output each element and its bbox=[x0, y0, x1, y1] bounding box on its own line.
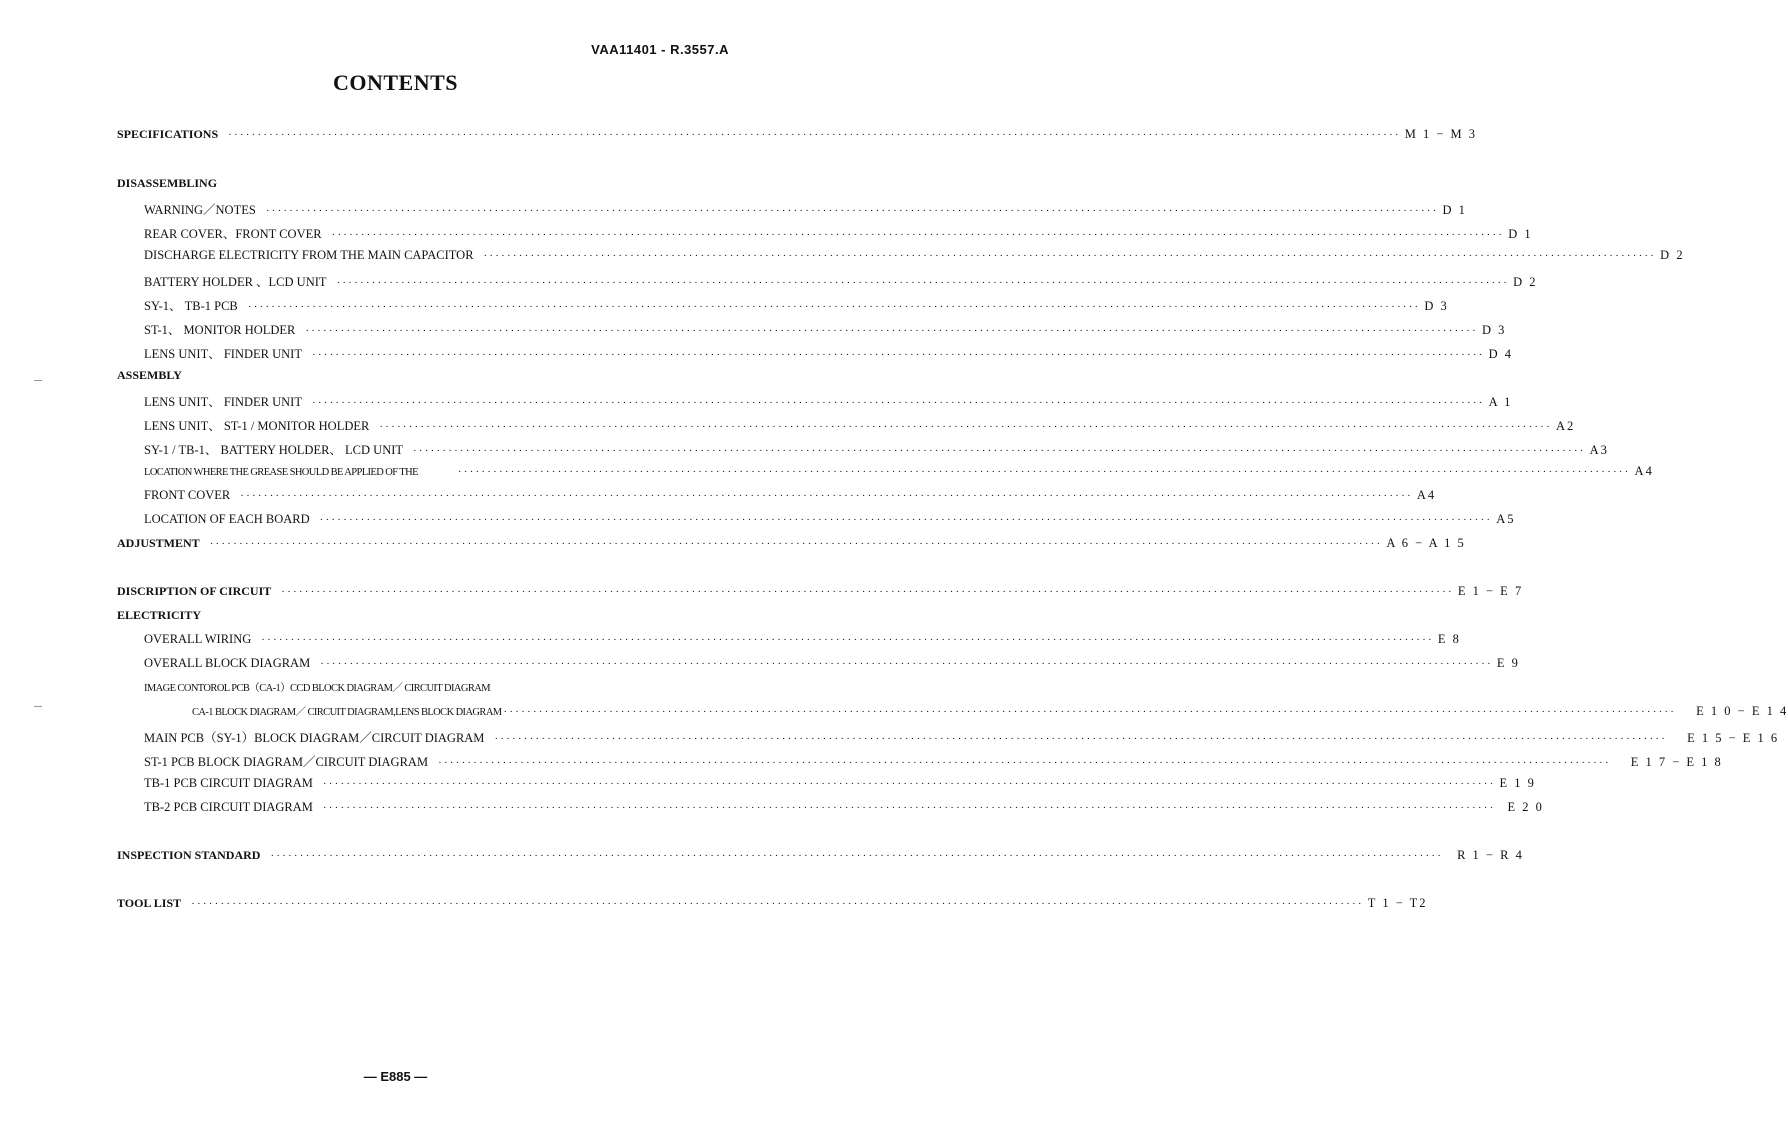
toc-label: ADJUSTMENT bbox=[117, 536, 200, 550]
toc-entry[interactable] bbox=[144, 728, 1780, 746]
toc-entry[interactable] bbox=[144, 680, 624, 695]
toc-entry[interactable] bbox=[144, 488, 1437, 503]
toc-page: D 2 bbox=[1660, 248, 1685, 262]
dot-leader: ········································································································································································································ bbox=[413, 445, 1586, 457]
dot-leader: ········································································································································································································ bbox=[379, 421, 1552, 433]
dot-leader: ········································································································································································································ bbox=[331, 229, 1505, 241]
toc-label: LENS UNIT、 FINDER UNIT bbox=[144, 347, 302, 361]
page-title: CONTENTS bbox=[332, 70, 459, 95]
toc-label: OVERALL BLOCK DIAGRAM bbox=[144, 656, 311, 670]
dot-leader: ········································································································································································································ bbox=[265, 205, 1439, 217]
toc-label: LENS UNIT、 FINDER UNIT bbox=[144, 395, 302, 409]
dot-leader: ········································································································································································································ bbox=[311, 349, 1485, 361]
toc-entry[interactable] bbox=[144, 800, 1544, 815]
section-heading-assembly: ASSEMBLY bbox=[117, 368, 182, 382]
dot-leader: ········································································································································································································ bbox=[281, 586, 1454, 598]
dot-leader: ········································································································································································································ bbox=[270, 850, 1444, 862]
toc-entry-inspection[interactable] bbox=[117, 848, 1524, 863]
toc-entry-adjustment[interactable] bbox=[117, 536, 1466, 551]
page-number: — E885 — bbox=[363, 1069, 428, 1084]
toc-label: DISCHARGE ELECTRICITY FROM THE MAIN CAPACITOR bbox=[144, 248, 474, 262]
toc-label: DISCRIPTION OF CIRCUIT bbox=[117, 584, 272, 598]
section-heading-disassembling: DISASSEMBLING bbox=[117, 176, 218, 190]
toc-label: ST-1 PCB BLOCK DIAGRAM／CIRCUIT DIAGRAM bbox=[144, 755, 429, 769]
toc-entry[interactable] bbox=[144, 248, 1685, 263]
toc-label: ST-1、 MONITOR HOLDER bbox=[144, 323, 296, 337]
toc-page: E 1 − E 7 bbox=[1457, 584, 1524, 598]
section-heading-electricity: ELECTRICITY bbox=[117, 608, 202, 622]
toc-label: LOCATION WHERE THE GREASE SHOULD BE APPLIED OF THE bbox=[144, 467, 418, 478]
toc-page: M 1 − M 3 bbox=[1404, 127, 1478, 141]
toc-page: E 9 bbox=[1496, 656, 1520, 670]
dot-leader: ········································································································································································································ bbox=[247, 301, 1421, 313]
toc-page: A2 bbox=[1555, 419, 1576, 433]
dot-leader: ········································································································································································································ bbox=[240, 490, 1413, 502]
toc-page: E 1 7 − E 1 8 bbox=[1630, 755, 1723, 769]
dot-leader: ········································································································································································································ bbox=[191, 898, 1364, 910]
toc-label: TB-2 PCB CIRCUIT DIAGRAM bbox=[144, 800, 313, 814]
dot-leader: ········································································································································································································ bbox=[228, 129, 1401, 141]
toc-entry[interactable] bbox=[144, 344, 1514, 362]
toc-entry[interactable] bbox=[144, 296, 1449, 314]
toc-entry[interactable] bbox=[144, 632, 1461, 647]
toc-label: SY-1 / TB-1、 BATTERY HOLDER、 LCD UNIT bbox=[144, 443, 404, 457]
toc-page: A4 bbox=[1634, 464, 1654, 478]
dot-leader: ········································································································································································································ bbox=[319, 514, 1493, 526]
toc-page: A 6 − A 1 5 bbox=[1386, 536, 1466, 550]
dot-leader: ········································································································································································································ bbox=[457, 466, 1631, 478]
toc-page: E 1 0 − E 1 4 bbox=[1696, 704, 1788, 718]
toc-page: D 3 bbox=[1482, 323, 1507, 337]
dot-leader: ········································································································································································································ bbox=[483, 250, 1657, 262]
toc-page: A3 bbox=[1589, 443, 1609, 457]
toc-page: T 1 − T2 bbox=[1367, 896, 1428, 910]
toc-entry-specifications[interactable] bbox=[117, 127, 1478, 142]
toc-page: D 4 bbox=[1488, 347, 1514, 361]
toc-label: CA-1 BLOCK DIAGRAM／ CIRCUIT DIAGRAM,LENS BLOCK DIAGRAM bbox=[192, 707, 502, 718]
toc-label: LOCATION OF EACH BOARD bbox=[144, 512, 310, 526]
toc-entry[interactable] bbox=[144, 752, 1723, 770]
dot-leader: ········································································································································································································ bbox=[503, 706, 1677, 718]
toc-label: MAIN PCB（SY-1）BLOCK DIAGRAM／CIRCUIT DIAGRAM bbox=[144, 731, 485, 745]
toc-page: A4 bbox=[1416, 488, 1437, 502]
toc-entry-tool-list[interactable] bbox=[117, 896, 1428, 911]
toc-label: OVERALL WIRING bbox=[144, 632, 252, 646]
toc-entry[interactable] bbox=[144, 392, 1513, 410]
toc-entry[interactable] bbox=[144, 224, 1533, 242]
toc-page: R 1 − R 4 bbox=[1457, 848, 1524, 862]
toc-entry[interactable] bbox=[144, 320, 1507, 338]
toc-entry[interactable] bbox=[144, 512, 1516, 527]
toc-page: A5 bbox=[1496, 512, 1516, 526]
toc-label: SY-1、 TB-1 PCB bbox=[144, 299, 238, 313]
toc-entry[interactable] bbox=[144, 776, 1536, 791]
toc-page: D 1 bbox=[1442, 203, 1467, 217]
toc-entry[interactable] bbox=[144, 272, 1538, 290]
dot-leader: ········································································································································································································ bbox=[209, 538, 1383, 550]
toc-page: E 2 0 bbox=[1507, 800, 1544, 814]
toc-page: D 3 bbox=[1424, 299, 1449, 313]
toc-label: SPECIFICATIONS bbox=[117, 127, 219, 141]
toc-page: E 1 9 bbox=[1499, 776, 1536, 790]
toc-label: FRONT COVER bbox=[144, 488, 231, 502]
toc-label: REAR COVER、FRONT COVER bbox=[144, 227, 322, 241]
dot-leader: ········································································································································································································ bbox=[320, 658, 1493, 670]
toc-label: TOOL LIST bbox=[117, 896, 182, 910]
margin-mark bbox=[34, 706, 42, 707]
toc-page: D 1 bbox=[1508, 227, 1533, 241]
toc-label: WARNING／NOTES bbox=[144, 203, 256, 217]
dot-leader: ········································································································································································································ bbox=[494, 733, 1668, 745]
toc-label: IMAGE CONTOROL PCB（CA-1）CCD BLOCK DIAGRAM／ CIRCUIT DIAGRAM bbox=[144, 683, 490, 694]
dot-leader: ········································································································································································································ bbox=[438, 757, 1611, 769]
toc-entry[interactable] bbox=[144, 464, 1654, 479]
dot-leader: ········································································································································································································ bbox=[322, 778, 1496, 790]
toc-page: D 2 bbox=[1513, 275, 1538, 289]
toc-label: LENS UNIT、 ST-1 / MONITOR HOLDER bbox=[144, 419, 370, 433]
dot-leader: ········································································································································································································ bbox=[305, 325, 1479, 337]
toc-page: A 1 bbox=[1488, 395, 1513, 409]
toc-entry[interactable] bbox=[144, 416, 1576, 434]
dot-leader: ········································································································································································································ bbox=[336, 277, 1510, 289]
toc-label: BATTERY HOLDER 、LCD UNIT bbox=[144, 275, 327, 289]
margin-mark bbox=[34, 380, 42, 381]
toc-entry[interactable] bbox=[144, 200, 1467, 218]
dot-leader: ········································································································································································································ bbox=[311, 397, 1485, 409]
toc-entry-circuit[interactable] bbox=[117, 584, 1524, 599]
dot-leader: ········································································································································································································ bbox=[322, 802, 1496, 814]
toc-page: E 8 bbox=[1437, 632, 1461, 646]
toc-label: INSPECTION STANDARD bbox=[117, 848, 261, 862]
dot-leader: ········································································································································································································ bbox=[261, 634, 1434, 646]
toc-entry[interactable] bbox=[144, 440, 1609, 458]
document-id: VAA11401 - R.3557.A bbox=[591, 42, 729, 57]
toc-entry[interactable] bbox=[192, 704, 1788, 719]
toc-entry[interactable] bbox=[144, 656, 1520, 671]
toc-page: E 1 5 − E 1 6 bbox=[1687, 731, 1780, 745]
toc-label: TB-1 PCB CIRCUIT DIAGRAM bbox=[144, 776, 313, 790]
